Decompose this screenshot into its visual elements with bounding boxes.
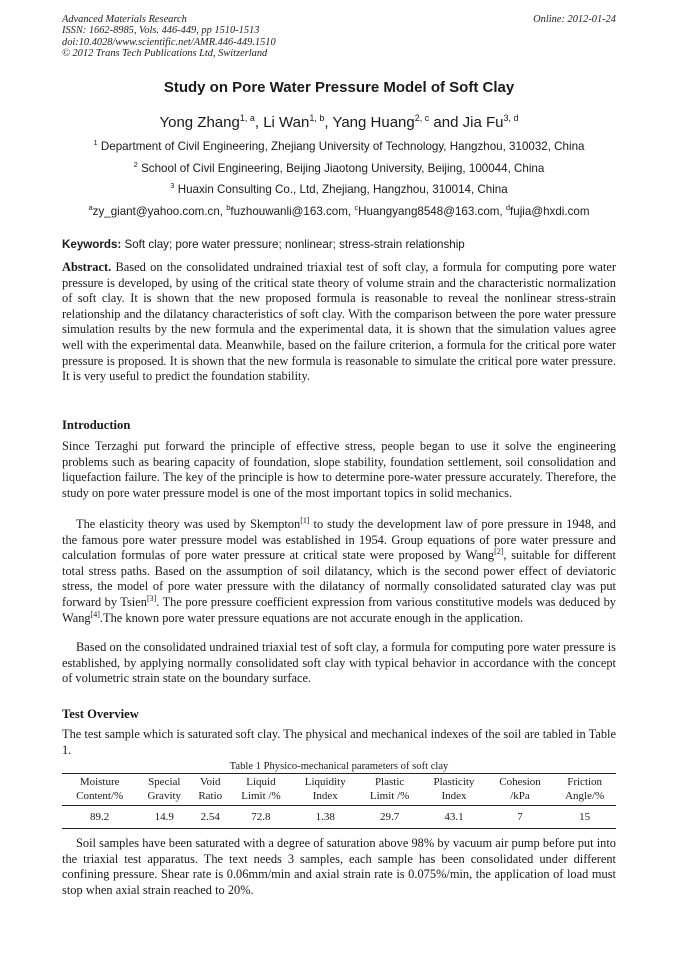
author-name: Jia Fu xyxy=(462,114,504,131)
keywords-line xyxy=(62,238,616,251)
email-line xyxy=(62,203,616,218)
citation-ref[interactable]: [3] xyxy=(146,593,157,603)
test-overview-heading: Test Overview xyxy=(62,707,139,721)
table-header-cell: Void Ratio xyxy=(191,774,229,806)
table-cell: 43.1 xyxy=(421,806,487,829)
citation-ref[interactable]: [1] xyxy=(300,515,310,525)
email-address[interactable]: fujia@hxdi.com xyxy=(510,204,590,218)
author-name: Li Wan xyxy=(263,114,310,131)
table-header-cell: Plastic Limit /% xyxy=(358,774,421,806)
affiliation-text: Huaxin Consulting Co., Ltd, Zhejiang, Hangzhou, 310014, China xyxy=(177,182,508,196)
keywords-label: Keywords: xyxy=(62,238,122,251)
abstract-paragraph xyxy=(62,260,616,385)
table-header-cell: Special Gravity xyxy=(137,774,191,806)
introduction-heading: Introduction xyxy=(62,418,131,432)
table-cell: 1.38 xyxy=(292,806,358,829)
abstract-text: Based on the consolidated undrained triaxial test of soft clay, a formula for computing pore water pressure is developed, by using of the critical state theory of volume strain and the characteristic normalization of soft clay. It is shown that the new proposed formula is reasonable to reveal the nonlinear stress-strain relationship and the dilatancy characteristics of soft clay. With the comparison between the pore water pressure simulation results by the new formula and the experimental data, it is shown that the simulation values agree well with the experimental data. Meanwhile, based on the failure criterion, a formula for the critical pore water pressure is proposed. It is shown that the new formula is reasonable to simulate the critical pore water pressure. It is very useful to predict the foundation stability. xyxy=(62,260,616,384)
author-separator: , xyxy=(254,114,264,131)
email-superscript: d xyxy=(505,203,511,212)
table-header-cell: Liquidity Index xyxy=(292,774,358,806)
paper-title: Study on Pore Water Pressure Model of Soft Clay xyxy=(163,79,515,96)
affiliation-1 xyxy=(62,138,616,153)
introduction-paragraph-1: Since Terzaghi put forward the principle of effective stress, people began to use it solve the engineering problems such as bearing capacity of foundation, slope stability, foundation settlement, soil consolidation and liquefaction failure. The key of the principle is how to determine pore-water pressure accurately. Therefore, the study on pore water pressure model is one of the most important topics in solid mechanics. xyxy=(62,439,616,500)
author-separator: and xyxy=(429,114,463,131)
author-superscript: 3, d xyxy=(503,113,519,123)
table-header-cell: Liquid Limit /% xyxy=(229,774,292,806)
table-cell: 89.2 xyxy=(62,806,137,829)
email-superscript: a xyxy=(88,203,93,212)
email-address[interactable]: zy_giant@yahoo.com.cn, xyxy=(92,204,227,218)
citation-ref[interactable]: [4] xyxy=(90,609,100,619)
table-header-cell: Moisture Content/% xyxy=(62,774,137,806)
table-header-cell: Cohesion /kPa xyxy=(487,774,554,806)
table-cell: 2.54 xyxy=(191,806,229,829)
table-cell: 29.7 xyxy=(358,806,421,829)
affiliation-text: School of Civil Engineering, Beijing Jiaotong University, Beijing, 100044, China xyxy=(141,161,545,175)
paragraph-text: The elasticity theory was used by Skempton xyxy=(76,517,301,531)
copyright-line: © 2012 Trans Tech Publications Ltd, Switzerland xyxy=(62,48,268,60)
test-overview-paragraph-1: The test sample which is saturated soft clay. The physical and mechanical indexes of the soil are tabled in Table 1. xyxy=(62,727,616,757)
introduction-paragraph-3: Based on the consolidated undrained triaxial test of soft clay, a formula for computing pore water pressure is established, by applying normally consolidated soft clay with typical behavior in accordance with the concept of volumetric strain state on the boundary surface. xyxy=(62,640,616,686)
author-separator: , xyxy=(324,114,333,131)
affiliation-number: 1 xyxy=(93,138,98,147)
email-address[interactable]: fuzhouwanli@163.com, xyxy=(230,204,355,218)
author-name: Yang Huang xyxy=(332,114,415,131)
paragraph-text: . The pore pressure coefficient expression from various constitutive models was deduced by Wang xyxy=(62,594,616,625)
online-date: Online: 2012-01-24 xyxy=(533,14,616,25)
citation-ref[interactable]: [2] xyxy=(494,547,504,557)
author-name: Yong Zhang xyxy=(159,114,240,131)
email-address[interactable]: Huangyang8548@163.com, xyxy=(358,204,506,218)
affiliation-number: 3 xyxy=(170,181,175,190)
author-superscript: 1, a xyxy=(239,113,255,123)
table-cell: 7 xyxy=(487,806,554,829)
affiliation-text: Department of Civil Engineering, Zhejiang University of Technology, Hangzhou, 310032, China xyxy=(100,139,585,153)
affiliation-3 xyxy=(62,181,616,196)
issn-line: ISSN: 1662-8985, Vols. 446-449, pp 1510-1513 xyxy=(62,25,260,37)
introduction-paragraph-2 xyxy=(62,517,616,626)
table-cell: 15 xyxy=(553,806,616,829)
table-cell: 72.8 xyxy=(229,806,292,829)
email-superscript: c xyxy=(354,203,359,212)
table-header-row xyxy=(62,774,616,806)
journal-name: Advanced Materials Research xyxy=(62,14,187,25)
journal-header xyxy=(62,14,616,60)
affiliation-number: 2 xyxy=(133,160,138,169)
test-overview-paragraph-2: Soil samples have been saturated with a degree of saturation above 98% by vacuum air pump before put into the triaxial test apparatus. The text needs 3 samples, each sample has been consolidated under different confining pressure. Shear rate is 0.06mm/min and axial strain rate is 0.075%/min, the application of load must stop when axial strain reached to 20%. xyxy=(62,836,616,897)
table-cell: 14.9 xyxy=(137,806,191,829)
table-header-cell: Friction Angle/% xyxy=(553,774,616,806)
table-row xyxy=(62,806,616,829)
affiliation-2 xyxy=(62,160,616,175)
paragraph-text: to study the development law of pore pressure in 1948, and the famous pore water pressure model was established in 1954. Group equations of pore water pressure and calculation formulas of pore water pressure at critical state were proposed by Wang xyxy=(62,517,616,563)
soil-properties-table xyxy=(62,773,616,829)
keywords-text: Soft clay; pore water pressure; nonlinear; stress-strain relationship xyxy=(121,238,465,251)
table-header-cell: Plasticity Index xyxy=(421,774,487,806)
abstract-label: Abstract. xyxy=(62,260,112,274)
author-superscript: 1, b xyxy=(309,113,325,123)
doi-line[interactable]: doi:10.4028/www.scientific.net/AMR.446-449.1510 xyxy=(62,36,276,48)
table-caption: Table 1 Physico-mechanical parameters of soft clay xyxy=(229,761,449,772)
email-superscript: b xyxy=(226,203,231,212)
author-list xyxy=(62,113,616,131)
paragraph-text: .The known pore water pressure equations are not accurate enough in the application. xyxy=(99,610,524,625)
author-superscript: 2, c xyxy=(414,113,430,123)
paragraph-text: , suitable for different total stress paths. Based on the assumption of soil dilatancy, which is the second power effect of deviatoric stress, the model of pore water pressure with the dilatancy of normally consolidated saturated clay was put forward by Tsien xyxy=(62,548,616,609)
